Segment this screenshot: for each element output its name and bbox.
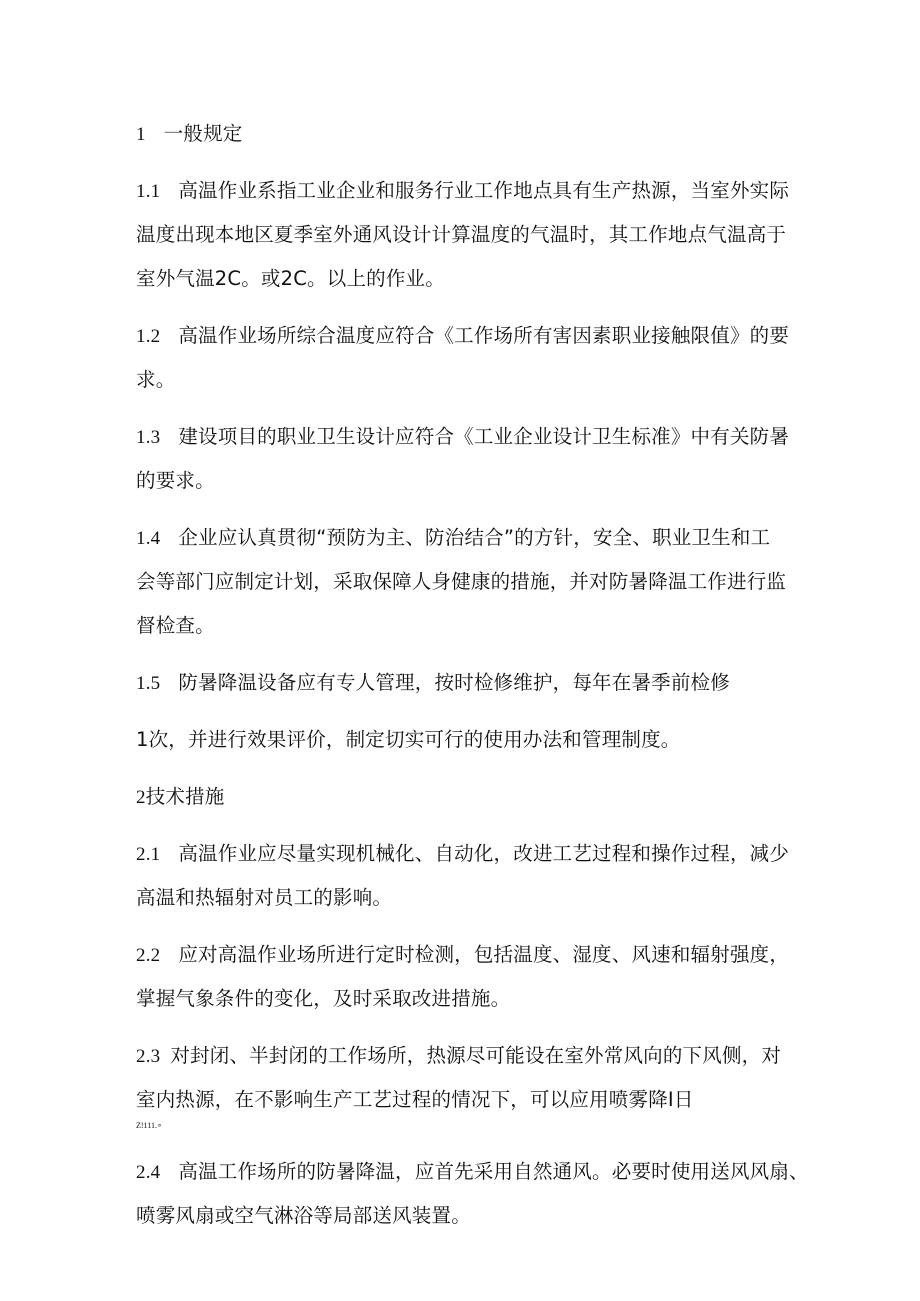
paragraph-1-1 (136, 169, 796, 301)
paragraph-line (136, 314, 796, 358)
paragraph-text: 对封闭、半封闭的工作场所，热源尽可能设在室外常风向的下风侧，对 (170, 1044, 782, 1067)
paragraph-text: 应对高温作业场所进行定时检测，包括温度、湿度、风速和辐射强度， (178, 943, 790, 966)
paragraph-number: 2.2 (136, 945, 161, 966)
paragraph-text: 高温工作场所的防暑降温，应首先采用自然通风。必要时使用送风风扇、 (178, 1160, 809, 1183)
paragraph-line (136, 832, 796, 876)
paragraph-line (136, 169, 796, 213)
paragraph-1-5 (136, 661, 796, 762)
paragraph-line (136, 1150, 809, 1194)
paragraph-footnote: Z!111.∘ (136, 1121, 162, 1130)
paragraph-line: 温度出现本地区夏季室外通风设计计算温度的气温时，其工作地点气温高于 (136, 223, 787, 246)
document-body (136, 112, 809, 1238)
paragraph-line: 室内热源，在不影响生产工艺过程的情况下，可以应用喷雾降I日 (136, 1088, 694, 1111)
section-heading-2 (136, 775, 796, 819)
paragraph-line (136, 516, 796, 560)
paragraph-2-3 (136, 1034, 796, 1132)
paragraph-text: 防暑降温设备应有专人管理，按时检修维护，每年在暑季前检修 (178, 671, 730, 694)
paragraph-line: 求。 (136, 368, 176, 391)
paragraph-number: 2.1 (136, 844, 161, 865)
paragraph-text: 企业应认真贯彻“预防为主、防治结合”的方针，安全、职业卫生和工 (178, 526, 771, 549)
section-title: 技术措施 (145, 785, 225, 808)
paragraph-number: 1.4 (136, 528, 161, 549)
section-number: 1 (136, 124, 146, 145)
paragraph-text: 建设项目的职业卫生设计应符合《工业企业设计卫生标准》中有关防暑 (178, 425, 790, 448)
paragraph-line (136, 933, 796, 977)
section-title: 一般规定 (163, 122, 243, 145)
paragraph-1-4 (136, 516, 796, 648)
paragraph-text: 高温作业系指工业企业和服务行业工作地点具有生产热源，当室外实际 (178, 179, 790, 202)
section-heading-1 (136, 112, 796, 156)
paragraph-number: 1.2 (136, 326, 161, 347)
paragraph-line: 室外气温2C。或2C。以上的作业。 (136, 267, 445, 290)
paragraph-2-1 (136, 832, 796, 920)
paragraph-line: 高温和热辐射对员工的影响。 (136, 886, 393, 909)
paragraph-2-4 (136, 1150, 809, 1238)
paragraph-number: 1.5 (136, 673, 161, 694)
paragraph-1-3 (136, 415, 796, 503)
paragraph-number: 2.3 (136, 1046, 161, 1067)
paragraph-line: 督检查。 (136, 614, 215, 637)
paragraph-line (136, 415, 796, 459)
paragraph-line: 的要求。 (136, 469, 215, 492)
paragraph-line: 掌握气象条件的变化，及时采取改进措施。 (136, 987, 511, 1010)
paragraph-1-2 (136, 314, 796, 402)
paragraph-number: 2.4 (136, 1162, 161, 1183)
paragraph-2-2 (136, 933, 796, 1021)
paragraph-line: 1次，并进行效果评价，制定切实可行的使用办法和管理制度。 (136, 728, 681, 751)
paragraph-line (136, 661, 796, 705)
paragraph-text: 高温作业应尽量实现机械化、自动化，改进工艺过程和操作过程，减少 (178, 842, 790, 865)
paragraph-line: 会等部门应制定计划，采取保障人身健康的措施，并对防暑降温工作进行监 (136, 570, 787, 593)
paragraph-number: 1.1 (136, 181, 161, 202)
paragraph-number: 1.3 (136, 427, 161, 448)
paragraph-line (136, 1034, 796, 1078)
paragraph-text: 高温作业场所综合温度应符合《工作场所有害因素职业接触限值》的要 (178, 324, 790, 347)
paragraph-line: 喷雾风扇或空气淋浴等局部送风装置。 (136, 1204, 471, 1227)
section-number: 2 (136, 787, 146, 808)
